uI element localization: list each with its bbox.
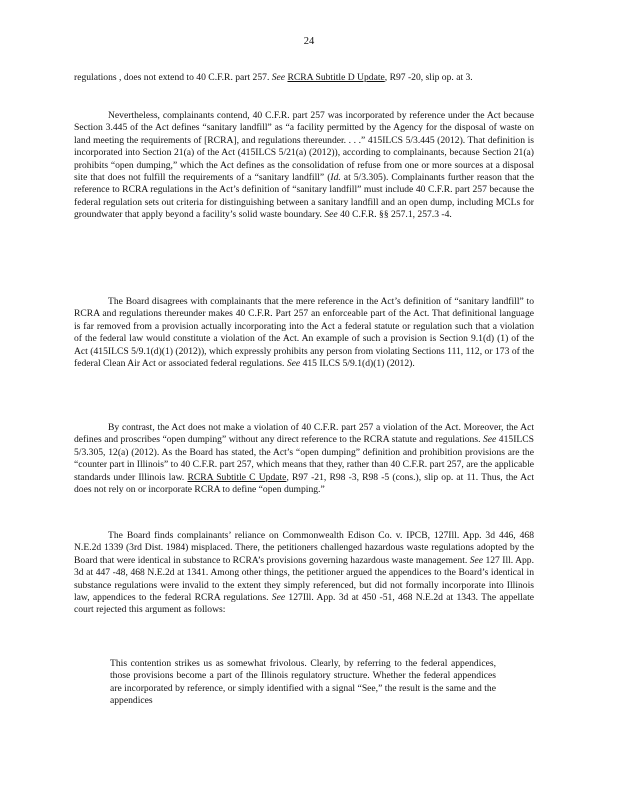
text-run: The Board disagrees with complainants that the mere reference in the Act’s definition of “sanitary landfill” to RCRA and regulations thereunder makes 40 C.F.R. Part 257 an enforceable part of the Act. That definitional language is far removed from a provision actually incorporating into the Act a federal statute or regulation such that a violation of the federal law would constitute a violation of the Act. An example of such a provision is Section 9.1(d) (1) of the Act (415ILCS 5/9.1(d)(1) (2012)), which expressly prohibits any person from violating Sections 111, 112, or 173 of the federal Clean Air Act or associated federal regulations. xyxy=(74,296,534,370)
citation-signal: See xyxy=(286,358,301,370)
page-number: 24 xyxy=(303,36,315,47)
case-citation: RCRA Subtitle D Update xyxy=(287,72,385,83)
paragraph-complainants-contention xyxy=(74,110,534,222)
citation-signal: See xyxy=(324,209,338,221)
text-run: 127Ill. App. 3d at 450 -51, 468 N.E.2d at 1343. The appellate court rejected this argument as follows: xyxy=(74,592,534,616)
text-run: This contention strikes us as somewhat frivolous. Clearly, by referring to the federal appendices, those provisions become a part of the Illinois regulatory structure. Whether the federal appendices are incorporated by reference, or simply identified with a signal “See,” the result is the same and the appendices xyxy=(110,658,496,707)
paragraph-commonwealth-edison xyxy=(74,530,534,617)
text-run: regulations , does not extend to 40 C.F.R. part 257. xyxy=(74,72,272,83)
text-run: 415ILCS 5/3.305, 12(a) (2012). As the Board has stated, the Act’s “open dumping” definition and prohibition provisions are the “counter part in Illinois” to 40 C.F.R. part 257, which means that they, rather than 40 C.F.R. part 257, are the applicable standards under Illinois law. xyxy=(74,434,534,483)
text-run: , R97 -21, R98 -3, R98 -5 (cons.), slip op. at 11. Thus, the Act does not rely on or incorporate RCRA to define “open dumping.” xyxy=(74,471,534,496)
text-run: at 5/3.305). Complainants further reason that the reference to RCRA regulations in the Act’s definition of “sanitary landfill” must include 40 C.F.R. part 257 because the federal regulation sets out criteria for distinguishing between a sanitary landfill and an open dump, including MCLs for groundwater that apply beyond a facility’s solid waste boundary. xyxy=(74,172,535,221)
paragraph-by-contrast xyxy=(74,422,534,496)
block-quote xyxy=(110,658,496,708)
paragraph-board-disagrees xyxy=(74,296,534,370)
citation-signal: See xyxy=(271,72,286,83)
case-citation: RCRA Subtitle C Update xyxy=(187,471,287,483)
text-run: Nevertheless, complainants contend, 40 C.F.R. part 257 was incorporated by reference under the Act because Section 3.445 of the Act defines “sanitary landfill” as “a facility permitted by the Agency for the disposal of waste on land meeting the requirements of [RCRA], and regulations thereunder. . . .” 415ILCS 5/3.445 (2012). That definition is incorporated into Section 21(a) of the Act (415ILCS 5/21(a) (2012)), according to complainants, because Section 21(a) prohibits “open dumping,” which the Act defines as the consolidation of refuse from one or more sources at a disposal site that does not fulfill the requirements of a “sanitary landfill” ( xyxy=(74,110,534,184)
text-run: 127 Ill. App. 3d at 447 -48, 468 N.E.2d at 1341. Among other things, the petitioner argued the appendices to the Board’s identical in substance regulations were invalid to the extent they simply referenced, but did not formally incorporate into Illinois law, appendices to the federal RCRA regulations. xyxy=(74,554,535,604)
citation-signal: See xyxy=(271,592,286,604)
text-run: 415 ILCS 5/9.1(d)(1) (2012). xyxy=(300,358,415,370)
text-run: The Board finds complainants’ reliance on Commonwealth Edison Co. v. IPCB, 127Ill. App. 3d 446, 468 N.E.2d 1339 (3rd Dist. 1984) misplaced. There, the petitioners challenged hazardous waste regulations adopted by the Board that were identical in substance to RCRA’s provisions governing hazardous waste management. xyxy=(74,530,534,566)
text-run: By contrast, the Act does not make a violation of 40 C.F.R. part 257 a violation of the Act. Moreover, the Act defines and proscribes “open dumping” without any direct reference to the RCRA statute and regulations. xyxy=(74,422,534,446)
text-run: 40 C.F.R. §§ 257.1, 257.3 -4. xyxy=(337,209,452,221)
citation-signal: Id. xyxy=(330,172,341,184)
text-run: , R97 -20, slip op. at 3. xyxy=(384,72,473,83)
citation-signal: See xyxy=(482,434,497,446)
paragraph-continuation xyxy=(74,72,534,84)
citation-signal: See xyxy=(469,554,484,566)
